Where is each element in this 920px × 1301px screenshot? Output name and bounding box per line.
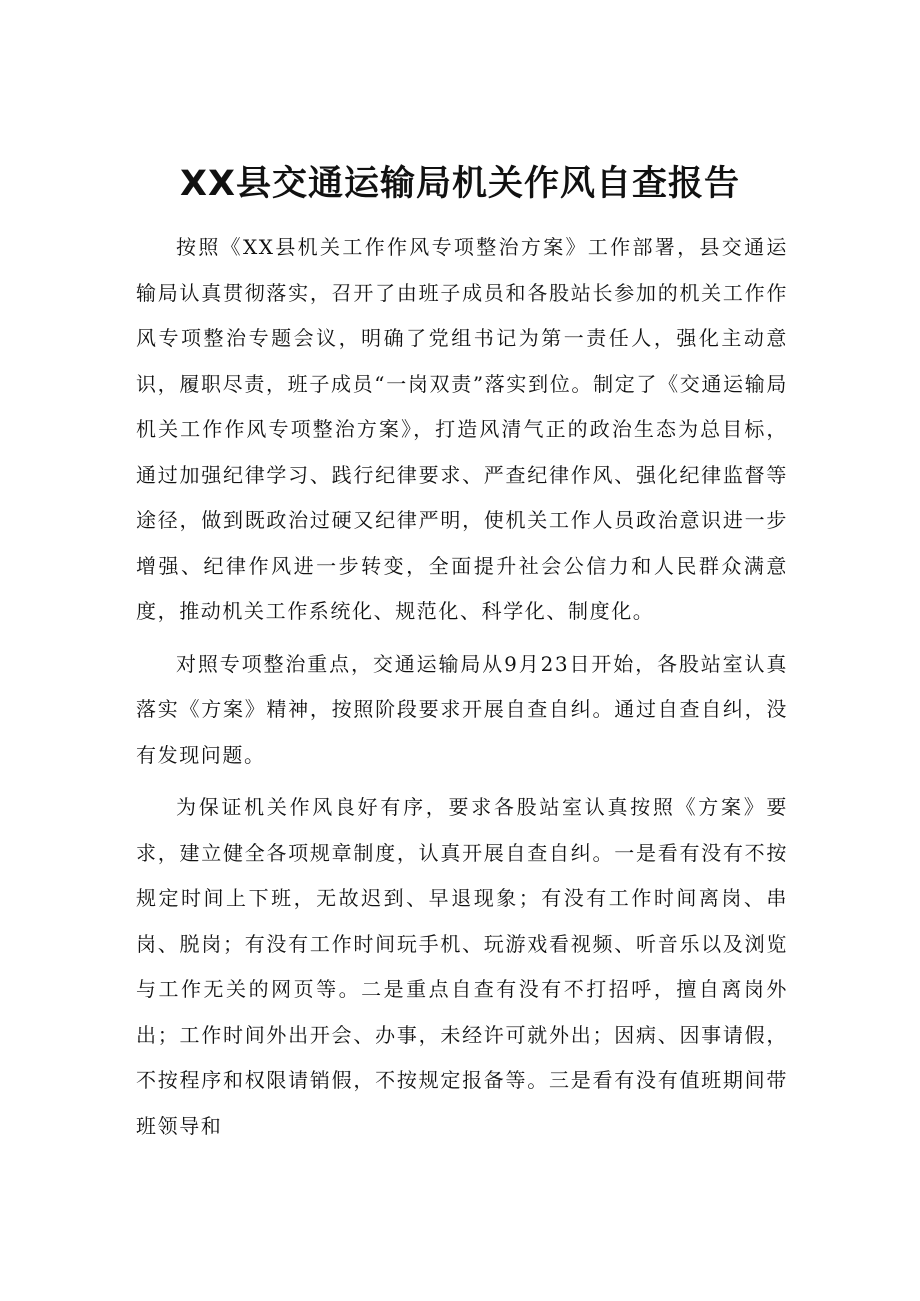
paragraph-2: 对照专项整治重点，交通运输局从9月23日开始，各股站室认真落实《方案》精神，按照阶段要求开展自查自纠。通过自查自纠，没有发现问题。 (136, 651, 788, 767)
paragraph-1: 按照《XX县机关工作作风专项整治方案》工作部署，县交通运输局认真贯彻落实，召开了由班子成员和各股站长参加的机关工作作风专项整治专题会议，明确了党组书记为第一责任人，强化主动意识，履职尽责，班子成员“一岗双责”落实到位。制定了《交通运输局机关工作作风专项整治方案》，打造风清气正的政治生态为总目标，通过加强纪律学习、践行纪律要求、严查纪律作风、强化纪律监督等途径，做到既政治过硬又纪律严明，使机关工作人员政治意识进一步增强、纪律作风进一步转变，全面提升社会公信力和人民群众满意度，推动机关工作系统化、规范化、科学化、制度化。 (136, 235, 788, 623)
document-title: XX县交通运输局机关作风自查报告 (180, 164, 740, 204)
paragraph-3: 为保证机关作风良好有序，要求各股站室认真按照《方案》要求，建立健全各项规章制度，认真开展自查自纠。一是看有没有不按规定时间上下班，无故迟到、早退现象；有没有工作时间离岗、串岗、脱岗；有没有工作时间玩手机、玩游戏看视频、听音乐以及浏览与工作无关的网页等。二是重点自查有没有不打招呼，擅自离岗外出；工作时间外出开会、办事，未经许可就外出；因病、因事请假，不按程序和权限请销假，不按规定报备等。三是看有没有值班期间带班领导和 (136, 795, 788, 1138)
document-body (136, 225, 788, 1156)
